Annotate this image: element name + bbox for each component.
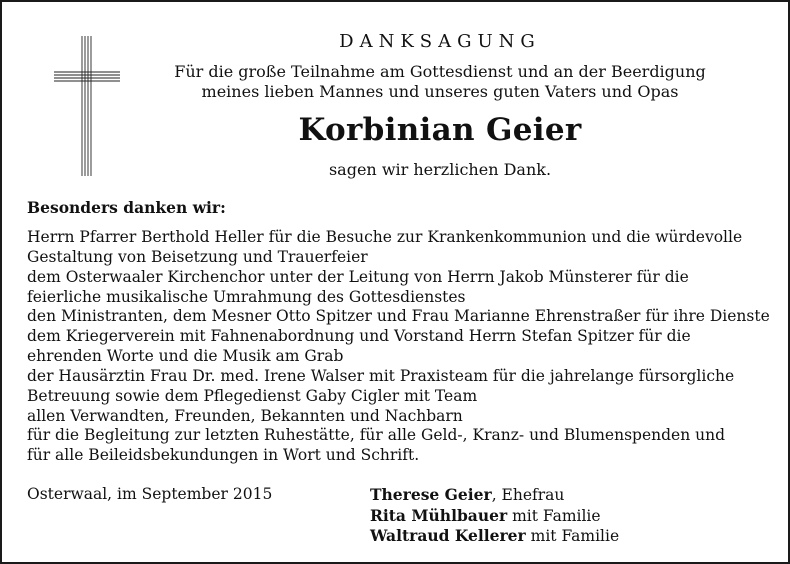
signer-name: Therese Geier bbox=[370, 485, 492, 504]
body-line: für alle Beileidsbekundungen in Wort und Schrift. bbox=[27, 446, 420, 465]
signers bbox=[370, 485, 619, 547]
body-line: der Hausärztin Frau Dr. med. Irene Walser mit Praxisteam für die jahrelange fürsorgliche bbox=[27, 366, 735, 385]
body-line: für die Begleitung zur letzten Ruhestätte, für alle Geld-, Kranz- und Blumenspenden und bbox=[27, 426, 725, 445]
body-line: den Ministranten, dem Mesner Otto Spitzer und Frau Marianne Ehrenstraßer für ihre Dienste bbox=[27, 307, 770, 326]
cross-icon bbox=[54, 36, 120, 176]
notice-heading: DANKSAGUNG bbox=[339, 31, 541, 52]
signer-relation: mit Familie bbox=[525, 527, 620, 545]
signer-name: Rita Mühlbauer bbox=[370, 505, 508, 525]
body-line: Gestaltung von Beisetzung und Trauerfeier bbox=[27, 247, 368, 266]
thanks-line: sagen wir herzlichen Dank. bbox=[328, 160, 552, 179]
deceased-name: Korbinian Geier bbox=[298, 112, 582, 148]
place-date: Osterwaal, im September 2015 bbox=[27, 485, 273, 503]
signer bbox=[370, 506, 619, 527]
body-line: allen Verwandten, Freunden, Bekannten und Nachbarn bbox=[27, 406, 463, 425]
signer bbox=[370, 526, 619, 547]
signer bbox=[370, 485, 619, 506]
intro-line: meines lieben Mannes und unseres guten Vaters und Opas bbox=[201, 82, 679, 101]
signer-relation: mit Familie bbox=[507, 506, 601, 525]
body-line: dem Kriegerverein mit Fahnenabordnung und Vorstand Herrn Stefan Spitzer für die bbox=[27, 327, 691, 346]
body-line: dem Osterwaaler Kirchenchor unter der Leitung von Herrn Jakob Münsterer für die bbox=[27, 267, 689, 286]
signer-relation: , Ehefrau bbox=[491, 486, 565, 504]
body-line: ehrenden Worte und die Musik am Grab bbox=[27, 347, 344, 366]
special-thanks-heading: Besonders danken wir: bbox=[27, 198, 226, 217]
signer-name: Waltraud Kellerer bbox=[370, 526, 526, 545]
intro-line: Für die große Teilnahme am Gottesdienst und an der Beerdigung bbox=[174, 62, 706, 81]
thanks-body bbox=[27, 228, 772, 466]
body-line: Betreuung sowie dem Pflegedienst Gaby Cigler mit Team bbox=[27, 386, 478, 405]
body-line: Herrn Pfarrer Berthold Heller für die Besuche zur Krankenkommunion und die würdevolle bbox=[27, 228, 743, 246]
intro-text bbox=[140, 62, 740, 102]
body-line: feierliche musikalische Umrahmung des Gottesdienstes bbox=[27, 287, 466, 306]
